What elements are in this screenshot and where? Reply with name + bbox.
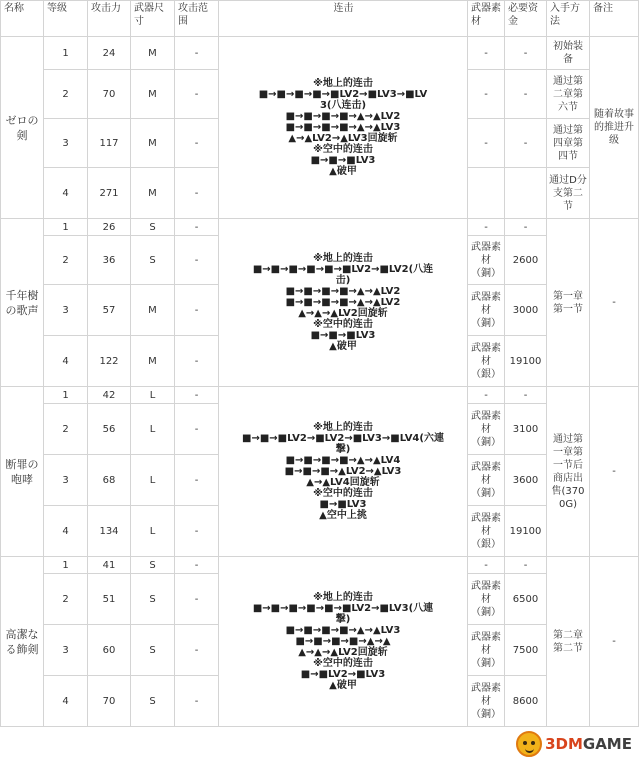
range-cell: - bbox=[175, 557, 219, 574]
funds-cell: - bbox=[505, 70, 547, 119]
header-name: 名称 bbox=[1, 1, 44, 37]
range-cell: - bbox=[175, 625, 219, 676]
attack-cell: 271 bbox=[88, 168, 131, 219]
combo-line: ■→■→■→▲LV2→▲LV3 bbox=[284, 466, 402, 477]
combo-line: ※空中的连击 bbox=[313, 658, 373, 669]
material-cell: 武器素材（銅） bbox=[468, 676, 505, 727]
range-cell: - bbox=[175, 387, 219, 404]
attack-cell: 24 bbox=[88, 37, 131, 70]
note-cell: - bbox=[590, 387, 639, 557]
header-row bbox=[1, 1, 639, 37]
combo-line: 击) bbox=[335, 275, 351, 286]
level-cell: 3 bbox=[44, 625, 88, 676]
weapon-name: ゼロの剣 bbox=[1, 37, 44, 219]
range-cell: - bbox=[175, 404, 219, 455]
funds-cell: 3100 bbox=[505, 404, 547, 455]
attack-cell: 56 bbox=[88, 404, 131, 455]
range-cell: - bbox=[175, 455, 219, 506]
combo-line: ■→■→■→■→■→■LV2→■LV2(八连 bbox=[252, 264, 434, 275]
combo-line: ■→■→■→■→▲→▲LV2 bbox=[285, 286, 401, 297]
watermark-suffix: GAME bbox=[582, 735, 632, 753]
combo-line: ※空中的连击 bbox=[313, 488, 373, 499]
level-cell: 4 bbox=[44, 676, 88, 727]
combo-line: ■→■→■→■→▲→▲LV3 bbox=[285, 625, 401, 636]
combo-line: ■→■→■→■→■LV2→■LV3→■LV bbox=[258, 89, 428, 100]
funds-cell: 2600 bbox=[505, 236, 547, 285]
size-cell: M bbox=[131, 336, 175, 387]
attack-cell: 68 bbox=[88, 455, 131, 506]
obtain-cell: 通过第四章第四节 bbox=[547, 119, 590, 168]
size-cell: S bbox=[131, 236, 175, 285]
combo-line: 撃) bbox=[335, 614, 351, 625]
combo-cell bbox=[219, 219, 468, 387]
level-cell: 3 bbox=[44, 119, 88, 168]
combo-line: ■→■LV2→■LV3 bbox=[300, 669, 386, 680]
table-row bbox=[1, 387, 639, 404]
level-cell: 4 bbox=[44, 336, 88, 387]
combo-line: ▲→▲→▲LV2回旋斩 bbox=[298, 308, 388, 319]
size-cell: M bbox=[131, 37, 175, 70]
weapon-name: 断罪の咆哮 bbox=[1, 387, 44, 557]
range-cell: - bbox=[175, 676, 219, 727]
funds-cell: - bbox=[505, 387, 547, 404]
attack-cell: 57 bbox=[88, 285, 131, 336]
weapon-table-body bbox=[1, 1, 639, 727]
attack-cell: 70 bbox=[88, 70, 131, 119]
header-note: 备注 bbox=[590, 1, 639, 37]
material-cell: 武器素材（銅） bbox=[468, 236, 505, 285]
material-cell: 武器素材（銀） bbox=[468, 506, 505, 557]
level-cell: 1 bbox=[44, 37, 88, 70]
weapon-name: 高潔なる飾剣 bbox=[1, 557, 44, 727]
range-cell: - bbox=[175, 236, 219, 285]
header-level: 等级 bbox=[44, 1, 88, 37]
funds-cell: 6500 bbox=[505, 574, 547, 625]
level-cell: 2 bbox=[44, 574, 88, 625]
table-row bbox=[1, 557, 639, 574]
combo-line: ▲→▲LV4回旋斩 bbox=[306, 477, 380, 488]
material-cell: - bbox=[468, 37, 505, 70]
combo-line: ▲→▲LV2→▲LV3回旋斩 bbox=[288, 133, 398, 144]
size-cell: L bbox=[131, 506, 175, 557]
combo-line: 撃) bbox=[335, 444, 351, 455]
level-cell: 1 bbox=[44, 219, 88, 236]
combo-line: ■→■→■→■→■→■LV2→■LV3(八連 bbox=[252, 603, 434, 614]
combo-line: ▲空中上挑 bbox=[319, 510, 367, 521]
combo-line: ■→■→■→■→▲→▲LV2 bbox=[285, 297, 401, 308]
funds-cell: 3000 bbox=[505, 285, 547, 336]
combo-line: ▲→▲→▲LV2回旋斩 bbox=[298, 647, 388, 658]
header-material: 武器素材 bbox=[468, 1, 505, 37]
attack-cell: 117 bbox=[88, 119, 131, 168]
attack-cell: 60 bbox=[88, 625, 131, 676]
smiley-logo-icon bbox=[516, 731, 542, 757]
header-attack: 攻击力 bbox=[88, 1, 131, 37]
level-cell: 4 bbox=[44, 506, 88, 557]
combo-line: ■→■→■LV3 bbox=[310, 330, 376, 341]
range-cell: - bbox=[175, 285, 219, 336]
note-cell: 随着故事的推进升级 bbox=[590, 37, 639, 219]
funds-cell: 19100 bbox=[505, 506, 547, 557]
range-cell: - bbox=[175, 336, 219, 387]
range-cell: - bbox=[175, 574, 219, 625]
size-cell: M bbox=[131, 285, 175, 336]
combo-line: ※空中的连击 bbox=[313, 144, 373, 155]
material-cell: 武器素材（銅） bbox=[468, 404, 505, 455]
size-cell: M bbox=[131, 119, 175, 168]
obtain-cell: 第二章第二节 bbox=[547, 557, 590, 727]
funds-cell: 19100 bbox=[505, 336, 547, 387]
combo-cell bbox=[219, 557, 468, 727]
combo-line: ▲破甲 bbox=[329, 166, 357, 177]
level-cell: 3 bbox=[44, 285, 88, 336]
range-cell: - bbox=[175, 37, 219, 70]
level-cell: 1 bbox=[44, 557, 88, 574]
header-funds: 必要资金 bbox=[505, 1, 547, 37]
material-cell: - bbox=[468, 557, 505, 574]
obtain-cell: 通过第二章第六节 bbox=[547, 70, 590, 119]
header-size: 武器尺寸 bbox=[131, 1, 175, 37]
obtain-cell: 第一章第一节 bbox=[547, 219, 590, 387]
size-cell: L bbox=[131, 387, 175, 404]
combo-line: ■→■→■→■→▲→▲LV2 bbox=[285, 111, 401, 122]
combo-line: ▲破甲 bbox=[329, 341, 357, 352]
combo-line: ■→■→■→■→▲→▲LV3 bbox=[285, 122, 401, 133]
size-cell: L bbox=[131, 455, 175, 506]
material-cell: - bbox=[468, 119, 505, 168]
material-cell: 武器素材（銅） bbox=[468, 574, 505, 625]
attack-cell: 122 bbox=[88, 336, 131, 387]
table-row bbox=[1, 37, 639, 70]
combo-cell bbox=[219, 387, 468, 557]
size-cell: S bbox=[131, 676, 175, 727]
level-cell: 2 bbox=[44, 236, 88, 285]
watermark-prefix: 3DM bbox=[545, 735, 583, 753]
funds-cell bbox=[505, 168, 547, 219]
funds-cell: - bbox=[505, 557, 547, 574]
attack-cell: 41 bbox=[88, 557, 131, 574]
level-cell: 2 bbox=[44, 70, 88, 119]
combo-line: ■→■LV3 bbox=[319, 499, 367, 510]
material-cell: 武器素材（銅） bbox=[468, 625, 505, 676]
funds-cell: - bbox=[505, 119, 547, 168]
size-cell: S bbox=[131, 219, 175, 236]
watermark-text bbox=[545, 735, 632, 753]
header-obtain: 入手方法 bbox=[547, 1, 590, 37]
material-cell bbox=[468, 168, 505, 219]
note-cell: - bbox=[590, 557, 639, 727]
combo-line: ■→■→■LV2→■LV2→■LV3→■LV4(六連 bbox=[242, 433, 444, 444]
funds-cell: - bbox=[505, 37, 547, 70]
material-cell: 武器素材（銅） bbox=[468, 455, 505, 506]
size-cell: L bbox=[131, 404, 175, 455]
funds-cell: 3600 bbox=[505, 455, 547, 506]
material-cell: - bbox=[468, 70, 505, 119]
obtain-cell: 初始装备 bbox=[547, 37, 590, 70]
combo-line: ※地上的连击 bbox=[313, 253, 373, 264]
table-row bbox=[1, 219, 639, 236]
combo-line: 3(八连击) bbox=[319, 100, 367, 111]
size-cell: S bbox=[131, 574, 175, 625]
size-cell: S bbox=[131, 557, 175, 574]
combo-cell bbox=[219, 37, 468, 219]
combo-line: ※地上的连击 bbox=[313, 592, 373, 603]
combo-line: ※空中的连击 bbox=[313, 319, 373, 330]
range-cell: - bbox=[175, 168, 219, 219]
funds-cell: 8600 bbox=[505, 676, 547, 727]
combo-line: ※地上的连击 bbox=[313, 422, 373, 433]
material-cell: 武器素材（銀） bbox=[468, 336, 505, 387]
combo-line: ■→■→■→■→▲→▲ bbox=[295, 636, 391, 647]
attack-cell: 42 bbox=[88, 387, 131, 404]
attack-cell: 51 bbox=[88, 574, 131, 625]
range-cell: - bbox=[175, 70, 219, 119]
watermark bbox=[516, 731, 632, 757]
range-cell: - bbox=[175, 119, 219, 168]
attack-cell: 70 bbox=[88, 676, 131, 727]
level-cell: 1 bbox=[44, 387, 88, 404]
attack-cell: 26 bbox=[88, 219, 131, 236]
weapon-name: 千年樹の歌声 bbox=[1, 219, 44, 387]
funds-cell: 7500 bbox=[505, 625, 547, 676]
note-cell: - bbox=[590, 219, 639, 387]
obtain-cell: 通过第一章第一节后商店出售(3700G) bbox=[547, 387, 590, 557]
combo-line: ■→■→■LV3 bbox=[310, 155, 376, 166]
size-cell: M bbox=[131, 168, 175, 219]
attack-cell: 134 bbox=[88, 506, 131, 557]
funds-cell: - bbox=[505, 219, 547, 236]
combo-line: ▲破甲 bbox=[329, 680, 357, 691]
range-cell: - bbox=[175, 506, 219, 557]
combo-line: ※地上的连击 bbox=[313, 78, 373, 89]
size-cell: M bbox=[131, 70, 175, 119]
range-cell: - bbox=[175, 219, 219, 236]
level-cell: 4 bbox=[44, 168, 88, 219]
size-cell: S bbox=[131, 625, 175, 676]
level-cell: 2 bbox=[44, 404, 88, 455]
level-cell: 3 bbox=[44, 455, 88, 506]
material-cell: - bbox=[468, 219, 505, 236]
header-range: 攻击范围 bbox=[175, 1, 219, 37]
combo-line: ■→■→■→■→▲→▲LV4 bbox=[285, 455, 401, 466]
material-cell: 武器素材（銅） bbox=[468, 285, 505, 336]
header-combo: 连击 bbox=[219, 1, 468, 37]
obtain-cell: 通过D分支第二节 bbox=[547, 168, 590, 219]
material-cell: - bbox=[468, 387, 505, 404]
attack-cell: 36 bbox=[88, 236, 131, 285]
